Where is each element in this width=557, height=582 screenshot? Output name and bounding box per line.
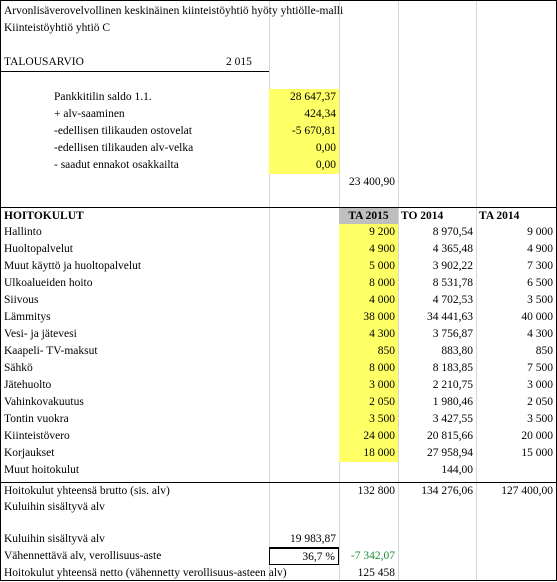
cost-ta2015[interactable]: 4 000 [339,292,398,309]
cost-ta2014[interactable]: 15 000 [521,447,553,459]
opening-total-row [1,174,556,191]
table-row [1,309,556,326]
table-row [1,394,556,411]
cost-to2014[interactable]: 4 365,48 [432,243,473,255]
table-row [1,428,556,445]
cost-ta2015[interactable]: 5 000 [339,258,398,275]
table-row [1,360,556,377]
cost-to2014[interactable]: 4 702,53 [432,294,473,306]
cost-ta2014[interactable]: 7 500 [527,362,553,374]
cost-ta2015[interactable]: 3 000 [339,377,398,394]
gross-ta2015[interactable]: 132 800 [357,485,395,497]
cost-ta2014[interactable]: 4 900 [527,243,553,255]
cost-to2014[interactable]: 3 902,22 [432,260,473,272]
cost-ta2014[interactable]: 40 000 [521,311,553,323]
col-ta2014: TA 2014 [479,210,520,222]
opening-value[interactable]: 28 647,37 [269,89,339,106]
budget-row [1,54,556,71]
cost-to2014[interactable]: 3 427,55 [432,413,473,425]
vat-in-costs-value[interactable]: 19 983,87 [290,533,336,545]
vat-in-costs-label-2: Kuluihin sisältyvä alv [4,533,105,545]
net-row [1,565,556,582]
cost-ta2015[interactable]: 3 500 [339,411,398,428]
col-to2014: TO 2014 [401,210,444,222]
cost-ta2015[interactable]: 24 000 [339,428,398,445]
vat-value-row [1,531,556,548]
cost-ta2015[interactable]: 850 [339,343,398,360]
cost-to2014[interactable]: 34 441,63 [427,311,473,323]
company-row [1,20,556,37]
opening-label: - saadut ennakot osakkailta [54,159,179,171]
deductible-row [1,548,556,565]
sheet-title: Arvonlisäverovelvollinen keskinäinen kiinteistöyhtiö hyöty yhtiölle-malli [4,5,344,17]
table-row [1,377,556,394]
cost-ta2014[interactable]: 2 050 [527,396,553,408]
cost-ta2014[interactable] [476,462,556,479]
opening-label: -edellisen tilikauden alv-velka [54,142,194,154]
cost-to2014[interactable]: 2 210,75 [432,379,473,391]
cost-ta2015[interactable]: 9 200 [339,224,398,241]
opening-row [1,140,556,157]
cost-label: Kiinteistövero [4,430,70,442]
cost-label: Siivous [4,294,39,306]
cost-ta2014[interactable]: 4 300 [527,328,553,340]
table-row [1,275,556,292]
table-row [1,258,556,275]
cost-to2014[interactable]: 8 970,54 [432,226,473,238]
gross-ta2014[interactable]: 127 400,00 [501,485,553,497]
budget-year: 2 015 [226,56,252,68]
table-row [1,411,556,428]
cost-label: Kaapeli- TV-maksut [4,345,98,357]
cost-to2014[interactable]: 27 958,94 [427,447,473,459]
cost-label: Lämmitys [4,311,51,323]
cost-label: Vesi- ja jätevesi [4,328,77,340]
table-row [1,292,556,309]
cost-ta2015[interactable]: 4 300 [339,326,398,343]
cost-ta2015[interactable]: 38 000 [339,309,398,326]
cost-label: Muut hoitokulut [4,464,80,476]
cost-ta2014[interactable]: 6 500 [527,277,553,289]
net-label: Hoitokulut yhteensä netto (vähennetty verollisuus-asteen alv) [4,567,287,579]
budget-label: TALOUSARVIO [4,56,84,68]
deductible-percent[interactable]: 36,7 % [269,548,339,565]
col-ta2015: TA 2015 [339,208,398,225]
cost-ta2015[interactable]: 2 050 [339,394,398,411]
cost-to2014[interactable]: 20 815,66 [427,430,473,442]
cost-label: Muut käyttö ja huoltopalvelut [4,260,142,272]
company-name: Kiinteistöyhtiö yhtiö C [4,22,111,34]
cost-label: Hallinto [4,226,42,238]
cost-label: Jätehuolto [4,379,52,391]
cost-label: Vahinkovakuutus [4,396,84,408]
vat-in-costs-row [1,499,556,516]
cost-label: Korjaukset [4,447,55,459]
cost-ta2015[interactable] [339,462,398,479]
opening-row [1,89,556,106]
cost-ta2014[interactable]: 850 [535,345,553,357]
costs-title: HOITOKULUT [4,210,84,222]
opening-total[interactable]: 23 400,90 [349,176,395,188]
vat-in-costs-label: Kuluihin sisältyvä alv [4,501,105,513]
budget-underline [1,71,269,72]
cost-ta2014[interactable]: 20 000 [521,430,553,442]
table-row [1,462,556,479]
opening-value[interactable]: -5 670,81 [269,123,339,140]
cost-to2014[interactable]: 1 980,46 [432,396,473,408]
cost-ta2014[interactable]: 3 000 [527,379,553,391]
gross-to2014[interactable]: 134 276,06 [421,485,473,497]
deductible-value[interactable]: -7 342,07 [350,550,395,562]
cost-label: Sähkö [4,362,33,374]
opening-row [1,123,556,140]
table-row [1,445,556,462]
net-value[interactable]: 125 458 [357,567,395,579]
cost-ta2015[interactable]: 18 000 [339,445,398,462]
cost-ta2014[interactable]: 3 500 [527,413,553,425]
opening-label: Pankkitilin saldo 1.1. [54,91,152,103]
opening-value[interactable]: 0,00 [269,140,339,157]
cost-ta2015[interactable]: 4 900 [339,241,398,258]
cost-ta2015[interactable]: 8 000 [339,360,398,377]
title-row [1,3,556,20]
opening-value[interactable]: 0,00 [269,157,339,174]
cost-to2014[interactable]: 8 183,85 [432,362,473,374]
deductible-label: Vähennettävä alv, verollisuus-aste [4,550,162,562]
cost-ta2015[interactable]: 8 000 [339,275,398,292]
cost-to2014[interactable]: 144,00 [441,464,473,476]
table-row [1,241,556,258]
cost-to2014[interactable]: 8 531,78 [432,277,473,289]
table-row [1,343,556,360]
cost-to2014[interactable]: 3 756,87 [432,328,473,340]
opening-label: + alv-saaminen [54,108,125,120]
cost-ta2014[interactable]: 9 000 [527,226,553,238]
opening-row [1,157,556,174]
cost-label: Huoltopalvelut [4,243,73,255]
opening-value[interactable]: 424,34 [269,106,339,123]
costs-header-row [1,207,556,225]
opening-row [1,106,556,123]
gross-row [1,482,556,500]
cost-ta2014[interactable]: 7 300 [527,260,553,272]
cost-label: Tontin vuokra [4,413,69,425]
cost-ta2014[interactable]: 3 500 [527,294,553,306]
cost-to2014[interactable]: 883,80 [441,345,473,357]
gross-label: Hoitokulut yhteensä brutto (sis. alv) [4,485,170,497]
cost-label: Ulkoalueiden hoito [4,277,93,289]
opening-label: -edellisen tilikauden ostovelat [54,125,192,137]
table-row [1,224,556,241]
table-row [1,326,556,343]
